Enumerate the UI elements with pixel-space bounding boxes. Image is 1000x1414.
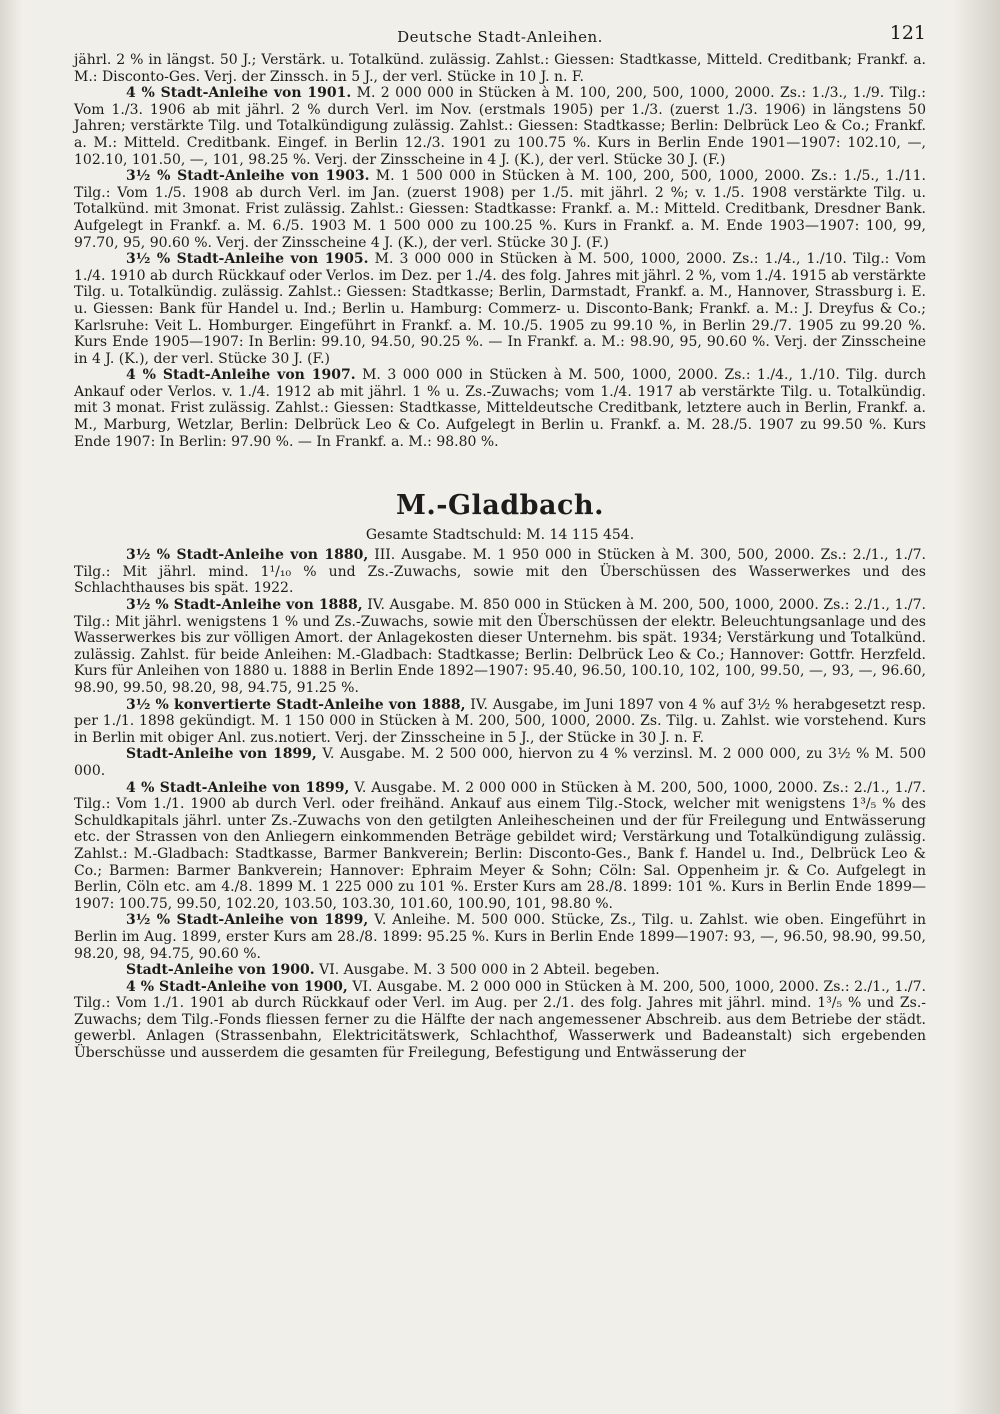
bond-body: IV. Ausgabe. M. 850 000 in Stücken à M. 200, 500, 1000, 2000. Zs.: 2./1., 1./7. Tilg.: Mit jährl. wenigstens 1 % und Zs.-Zuwachs, sowie mit den Überschüssen der elektr. Beleuchtungsanlage und des Wasserwerkes bis zur völligen Amort. der Anlagekosten dieser Unternehm. bis spät. 1934; Verstärkung und Totalkünd. zulässig. Zahlst. für beide Anleihen: M.-Gladbach: Stadtkasse; Berlin: Delbrück Leo & Co.; Hannover: Gottfr. Herzfeld. Kurs für Anleihen von 1880 u. 1888 in Berlin Ende 1892—1907: 95.40, 96.50, 100.10, 102, 100, 99.50, —, 93, —, 96.60, 98.90, 99.50, 98.20, 98, 94.75, 91.25 %.: [74, 597, 926, 696]
bond-entry: [74, 912, 926, 962]
bond-entry: [74, 597, 926, 697]
bond-entry: [74, 251, 926, 367]
bond-entry: [74, 979, 926, 1062]
bond-body: M. 3 000 000 in Stücken à M. 500, 1000, 2000. Zs.: 1./4., 1./10. Tilg.: Vom 1./4. 1910 ab durch Rückkauf oder Verlos. im Dez. per 1./4. des folg. Jahres mit jährl. 2 %, vom 1./4. 1915 ab verstärkte Tilg. u. Totalkündig. zulässig. Zahlst.: Giessen: Stadtkasse; Berlin, Darmstadt, Frankf. a. M., Hannover, Strassburg i. E. u. Giessen: Bank für Handel u. Ind.; Berlin u. Hamburg: Commerz- u. Disconto-Bank; Frankf. a. M.: J. Dreyfus & Co.; Karlsruhe: Veit L. Homburger. Eingeführt in Frankf. a. M. 10./5. 1905 zu 99.10 %, in Berlin 29./7. 1905 zu 99.20 %. Kurs Ende 1905—1907: In Berlin: 99.10, 94.50, 90.25 %. — In Frankf. a. M.: 98.90, 95, 90.60 %. Verj. der Zinsscheine in 4 J. (K.), der verl. Stücke 30 J. (F.): [74, 251, 926, 367]
bond-entry: [74, 780, 926, 913]
bond-entry: [74, 962, 926, 979]
bond-heading: Stadt-Anleihe von 1899,: [126, 746, 317, 763]
bond-heading: Stadt-Anleihe von 1900.: [126, 962, 315, 979]
bond-heading: 3½ % Stadt-Anleihe von 1899,: [126, 912, 369, 929]
bond-entry: [74, 367, 926, 450]
document-page: [74, 18, 926, 1406]
bond-entry: [74, 697, 926, 747]
bond-body: V. Ausgabe. M. 2 500 000, hiervon zu 4 % verzinsl. M. 2 000 000, zu 3½ % M. 500 000.: [74, 746, 926, 779]
bond-heading: 4 % Stadt-Anleihe von 1900,: [126, 978, 348, 995]
bond-heading: 3½ % konvertierte Stadt-Anleihe von 1888,: [126, 696, 466, 713]
bond-heading: 3½ % Stadt-Anleihe von 1888,: [126, 597, 363, 614]
bond-body: M. 1 500 000 in Stücken à M. 100, 200, 500, 1000, 2000. Zs.: 1./5., 1./11. Tilg.: Vom 1./5. 1908 ab durch Verl. im Jan. (zuerst 1908) per 1./5. mit jährl. 2 %; v. 1./5. 1908 verstärkte Tilg. u. Totalkünd. mit 3monat. Frist zulässig. Zahlst.: Giessen: Stadtkasse: Frankf. a. M.: Mitteld. Creditbank, Dresdner Bank. Aufgelegt in Frankf. a. M. 6./5. 1903 M. 1 500 000 zu 100.25 %. Kurs in Frankf. a. M. Ende 1903—1907: 100, 99, 97.70, 95, 90.60 %. Verj. der Zinsscheine 4 J. (K.), der verl. Stücke 30 J. (F.): [74, 168, 926, 251]
continued-paragraph: jährl. 2 % in längst. 50 J.; Verstärk. u. Totalkünd. zulässig. Zahlst.: Giessen: Stadtkasse, Mitteld. Creditbank; Frankf. a. M.: Disconto-Ges. Verj. der Zinssch. in 5 J., der verl. Stücke in 10 J. n. F.: [74, 52, 926, 85]
bond-body: VI. Ausgabe. M. 3 500 000 in 2 Abteil. begeben.: [319, 962, 660, 979]
bond-entry: [74, 547, 926, 597]
total-city-debt: Gesamte Stadtschuld: M. 14 115 454.: [365, 527, 635, 544]
bond-entry: [74, 85, 926, 168]
bond-body: V. Ausgabe. M. 2 000 000 in Stücken à M. 200, 500, 1000, 2000. Zs.: 2./1., 1./7. Tilg.: Vom 1./1. 1900 ab durch Verl. oder freihänd. Ankauf aus einem Tilg.-Stock, welcher mit wenigstens 1³/₅ % des Schuldkapitals jährl. unter Zs.-Zuwachs von den getilgten Anleihescheinen und der für Freilegung und Entwässerung etc. der Strassen von den Anliegern einkommenden Beträge gebildet wird; Verstärkung und Totalkündigung zulässig. Zahlst.: M.-Gladbach: Stadtkasse, Barmer Bankverein; Berlin: Disconto-Ges., Bank f. Handel u. Ind., Delbrück Leo & Co.; Barmen: Barmer Bankverein; Hannover: Ephraim Meyer & Sohn; Cöln: Sal. Oppenheim jr. & Co. Aufgelegt in Berlin, Cöln etc. am 4./8. 1899 M. 1 225 000 zu 101 %. Erster Kurs am 28./8. 1899: 101 %. Kurs in Berlin Ende 1899—1907: 100.75, 99.50, 102.20, 103.50, 103.30, 101.60, 100.90, 101, 98.80 %.: [74, 779, 927, 912]
running-head: [74, 18, 926, 52]
running-title: Deutsche Stadt-Anleihen.: [397, 28, 603, 46]
city-heading: M.-Gladbach.: [395, 490, 605, 522]
bond-body: VI. Ausgabe. M. 2 000 000 in Stücken à M. 200, 500, 1000, 2000. Zs.: 2./1., 1./7. Tilg.: Vom 1./1. 1901 ab durch Rückkauf oder Verl. im Aug. per 2./1. des folg. Jahres mit jährl. mind. 1³/₅ % und Zs.-Zuwachs; dem Tilg.-Fonds fliessen ferner zu die Hälfte der nach angemessener Abschreib. aus dem Betriebe der städt. gewerbl. Anlagen (Strassenbahn, Elektricitätswerk, Schlachthof, Wasserwerk und Badeanstalt) sich ergebenden Überschüsse und ausserdem die gesamten für Freilegung, Befestigung und Entwässerung der: [74, 978, 926, 1062]
bond-heading: 3½ % Stadt-Anleihe von 1903.: [126, 168, 370, 185]
bond-body: V. Anleihe. M. 500 000. Stücke, Zs., Tilg. u. Zahlst. wie oben. Eingeführt in Berlin im Aug. 1899, erster Kurs am 28./8. 1899: 95.25 %. Kurs in Berlin Ende 1899—1907: 93, —, 96.50, 98.90, 99.50, 98.20, 98, 94.75, 90.60 %.: [74, 912, 927, 962]
left-page-edge: [0, 0, 22, 1414]
bond-heading: 4 % Stadt-Anleihe von 1907.: [126, 367, 356, 384]
bond-body: IV. Ausgabe, im Juni 1897 von 4 % auf 3½ % herabgesetzt resp. per 1./1. 1898 gekündigt. M. 1 150 000 in Stücken à M. 200, 500, 1000, 2000. Zs. Tilg. u. Zahlst. wie vorstehend. Kurs in Berlin mit obiger Anl. zus.notiert. Verj. der Zinsscheine in 5 J., der Stücke in 30 J. n. F.: [74, 696, 927, 746]
bond-heading: 4 % Stadt-Anleihe von 1899,: [126, 779, 350, 796]
bond-entry: [74, 168, 926, 251]
bond-heading: 4 % Stadt-Anleihe von 1901.: [126, 85, 352, 102]
page-number: 121: [889, 22, 926, 44]
right-page-edge: [952, 0, 1000, 1414]
bond-body: III. Ausgabe. M. 1 950 000 in Stücken à M. 300, 500, 2000. Zs.: 2./1., 1./7. Tilg.: Mit jährl. mind. 1¹/₁₀ % und Zs.-Zuwachs, sowie mit den Überschüssen des Wasserwerkes und des Schlachthauses bis spät. 1922.: [74, 547, 926, 597]
bond-body: M. 3 000 000 in Stücken à M. 500, 1000, 2000. Zs.: 1./4., 1./10. Tilg. durch Ankauf oder Verlos. v. 1./4. 1912 ab mit jährl. 1 % u. Zs.-Zuwachs; vom 1./4. 1917 ab verstärkte Tilg. u. Totalkündig. mit 3 monat. Frist zulässig. Zahlst.: Giessen: Stadtkasse, Mitteldeutsche Creditbank, letztere auch in Berlin, Frankf. a. M., Marburg, Wetzlar, Berlin: Delbrück Leo & Co. Aufgelegt in Berlin u. Frankf. a. M. 28./5. 1907 zu 99.50 %. Kurs Ende 1907: In Berlin: 97.90 %. — In Frankf. a. M.: 98.80 %.: [74, 367, 926, 450]
bond-entry: [74, 746, 926, 779]
bond-heading: 3½ % Stadt-Anleihe von 1905.: [126, 251, 369, 268]
bond-body: M. 2 000 000 in Stücken à M. 100, 200, 500, 1000, 2000. Zs.: 1./3., 1./9. Tilg.: Vom 1./3. 1906 ab mit jährl. 2 % durch Verl. im Nov. (erstmals 1905) per 1./3. (zuerst 1./3. 1906) in längstens 50 Jahren; verstärkte Tilg. und Totalkündigung zulässig. Zahlst.: Giessen: Stadtkasse; Berlin: Delbrück Leo & Co.; Frankf. a. M.: Mitteld. Creditbank. Eingef. in Berlin 12./3. 1901 zu 100.75 %. Kurs in Berlin Ende 1901—1907: 102.10, —, 102.10, 101.50, —, 101, 98.25 %. Verj. der Zinsscheine in 4 J. (K.), der verl. Stücke 30 J. (F.): [74, 85, 927, 168]
bond-heading: 3½ % Stadt-Anleihe von 1880,: [126, 547, 369, 564]
